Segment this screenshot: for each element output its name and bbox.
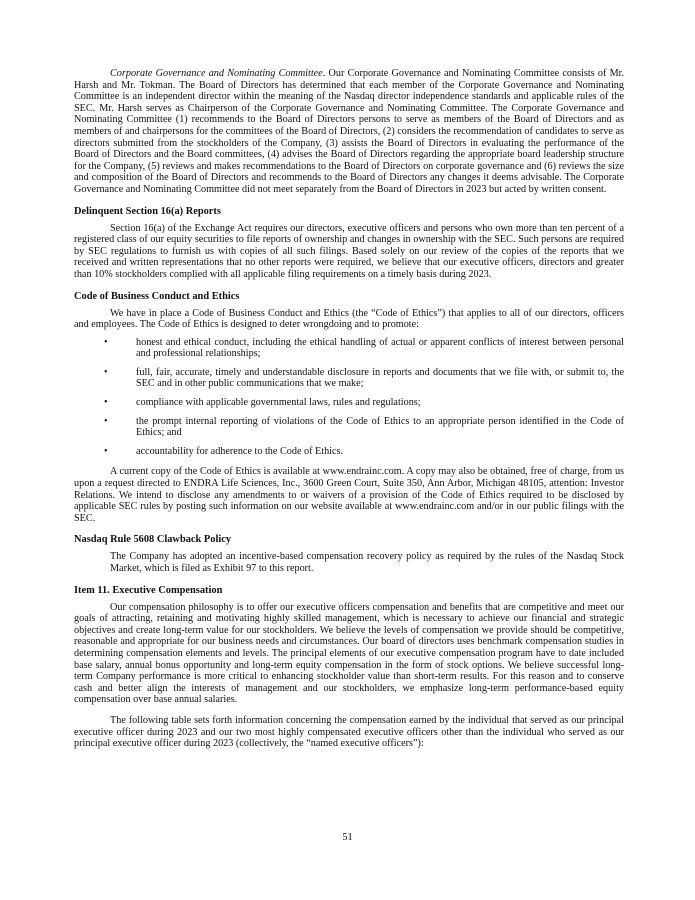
bullet-icon: • [104, 366, 108, 378]
clawback-paragraph: The Company has adopted an incentive-based compensation recovery policy as required by the rules of the Nasdaq Stock Market, which is filed as Exhibit 97 to this report. [110, 551, 624, 574]
bullet-text: full, fair, accurate, timely and understandable disclosure in reports and documents that we file with, or submit to, the SEC and in other public communications that we make; [136, 366, 624, 390]
ethics-closing-paragraph: A current copy of the Code of Ethics is available at www.endrainc.com. A copy may also be obtained, free of charge, from us upon a request directed to ENDRA Life Sciences, Inc., 3600 Green Court, Suite 350, Ann Arbor, Michigan 48105, attention: Investor Relations. We intend to disclose any amendments to or waivers of a provision of the Code of Ethics required to be disclosed by applicable SEC rules by posting such information on our website available at www.endrainc.com and/or in our public filings with the SEC. [74, 466, 624, 524]
page-number: 51 [342, 832, 353, 843]
bullet-icon: • [104, 445, 108, 457]
item11-philosophy-paragraph: Our compensation philosophy is to offer our executive officers compensation and benefits that are competitive and meet our goals of attracting, retaining and motivating highly skilled management, which is necessary to achieve our financial and strategic objectives and create long-term value for our stockholders. We believe the levels of compensation we provide should be competitive, reasonable and appropriate for our business needs and circumstances. Our board of directors uses benchmark compensation studies in determining compensation elements and levels. The principal elements of our executive compensation program have to date included base salary, annual bonus opportunity and long-term equity compensation in the form of stock options. We believe successful long-term Company performance is more critical to enhancing stockholder value than short-term results. For this reason and to conserve cash and better align the interests of management and our stockholders, we emphasize long-term performance-based equity compensation over base annual salaries. [74, 601, 624, 706]
governance-lead: Corporate Governance and Nominating Committee [110, 68, 323, 79]
item11-table-intro-paragraph: The following table sets forth information concerning the compensation earned by the individual that served as our principal executive officer during 2023 and our two most highly compensated executive officers other than the individual who served as our principal executive officer during 2023 (collectively, the “named executive officers”): [74, 714, 624, 750]
ethics-bullet-item [74, 397, 624, 409]
bullet-text: accountability for adherence to the Code of Ethics. [136, 445, 344, 457]
ethics-bullet-item [74, 416, 624, 439]
bullet-icon: • [104, 415, 108, 427]
bullet-icon: • [104, 336, 108, 348]
item11-heading: Item 11. Executive Compensation [74, 584, 223, 596]
ethics-bullet-item [74, 337, 624, 360]
ethics-intro: We have in place a Code of Business Conduct and Ethics (the “Code of Ethics”) that applies to all of our directors, officers and employees. The Code of Ethics is designed to deter wrongdoing and to promote: [74, 307, 624, 331]
ethics-bullet-list [74, 337, 624, 458]
bullet-text: the prompt internal reporting of violations of the Code of Ethics to an appropriate person identified in the Code of Ethics; and [136, 415, 624, 439]
governance-body: . Our Corporate Governance and Nominating Committee consists of Mr. Harsh and Mr. Tokman. The Board of Directors has determined that each member of the Corporate Governance and Nominating Committee is an independent director within the meaning of the Nasdaq director independence standards and applicable rules of the SEC. Mr. Harsh serves as Chairperson of the Corporate Governance and Nominating Committee. The Corporate Governance and Nominating Committee (1) recommends to the Board of Directors persons to serve as members of the Board of Directors and as members of and chairpersons for the committees of the Board of Directors, (2) considers the recommendation of candidates to serve as directors submitted from the stockholders of the Company, (3) assists the Board of Directors in evaluating the performance of the Board of Directors and the Board committees, (4) advises the Board of Directors regarding the appropriate board leadership structure for the Company, (5) reviews and makes recommendations to the Board of Directors on corporate governance and (6) reviews the size and composition of the Board of Directors and recommends to the Board of Directors any changes it deems advisable. The Corporate Governance and Nominating Committee did not meet separately from the Board of Directors in 2023 but acted by written consent. [74, 68, 625, 195]
bullet-text: honest and ethical conduct, including the ethical handling of actual or apparent conflicts of interest between personal and professional relationships; [136, 336, 624, 360]
bullet-text: compliance with applicable governmental laws, rules and regulations; [136, 397, 421, 409]
ethics-bullet-item [74, 367, 624, 390]
ethics-bullet-item [74, 446, 624, 458]
ethics-heading: Code of Business Conduct and Ethics [74, 290, 240, 302]
bullet-icon: • [104, 397, 108, 409]
document-page [74, 68, 624, 750]
section16-paragraph: Section 16(a) of the Exchange Act requires our directors, executive officers and persons who own more than ten percent of a registered class of our equity securities to file reports of ownership and changes in ownership with the SEC. Such persons are required by SEC regulations to furnish us with copies of all such filings. Based solely on our review of the copies of the reports that we received and written representations that no other reports were required, we believe that our executive officers, directors and greater than 10% stockholders complied with all applicable filing requirements on a timely basis during 2023. [74, 222, 624, 280]
clawback-heading: Nasdaq Rule 5608 Clawback Policy [74, 534, 232, 546]
section16-heading: Delinquent Section 16(a) Reports [74, 205, 221, 217]
governance-paragraph [74, 68, 624, 196]
